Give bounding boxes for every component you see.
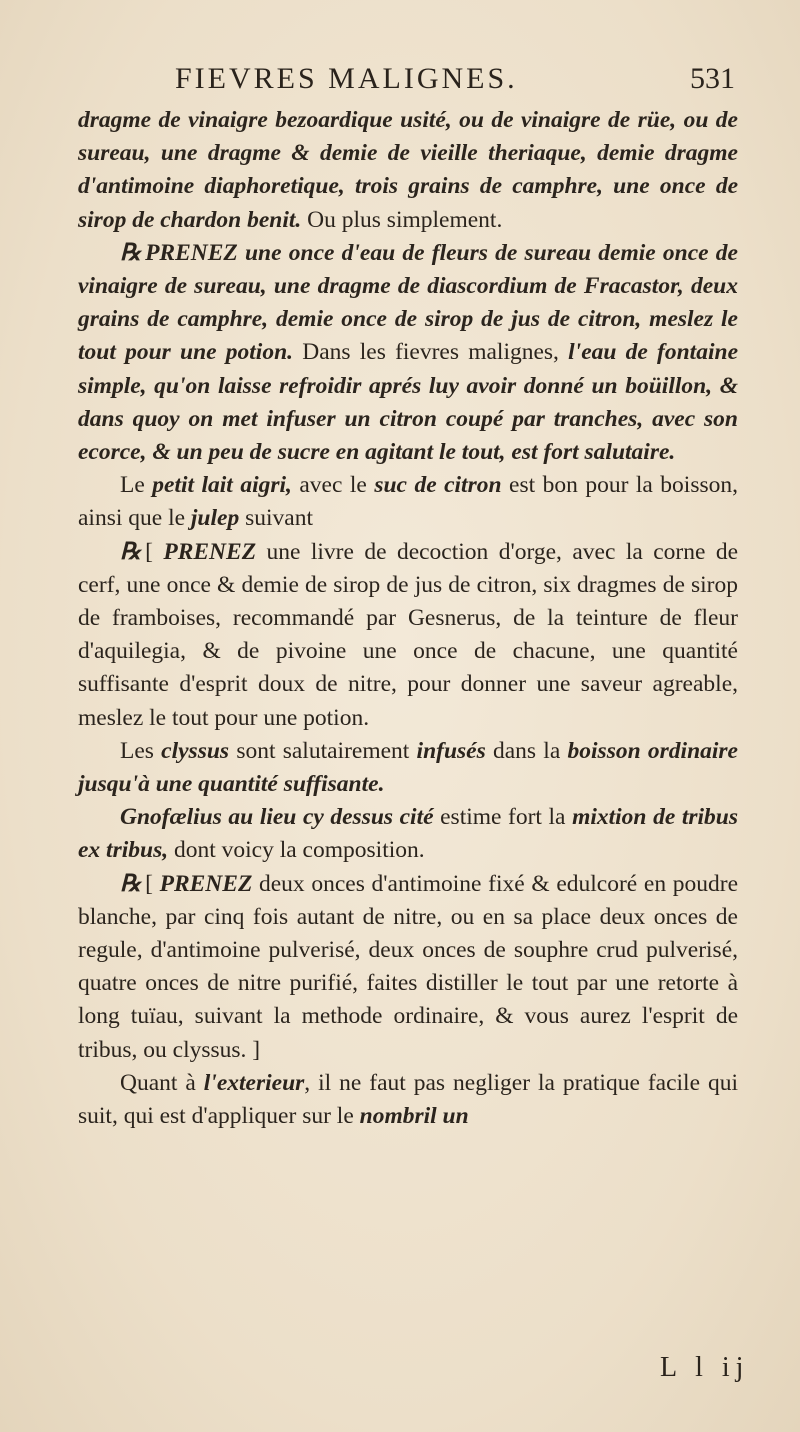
p8-italic-a: l'exterieur (203, 1069, 305, 1096)
p5-roman-b: sont salutairement (229, 737, 417, 764)
paragraph-8 (78, 1067, 738, 1133)
p2-italic-a: PRENEZ une once d'eau de fleurs de sureau demie once de vinaigre de sureau, une dragme de diascordium de Fracastor, deux grains de camphre, demie once de sirop de jus de citron, meslez le tout pour une potion. (78, 239, 738, 366)
paragraph-5 (78, 735, 738, 801)
p7-roman: deux onces d'antimoine fixé & edulcoré en poudre blanche, par cinq fois autant de nitre, ou en sa place deux onces de regule, d'antimoine pulverisé, deux onces de souphre crud pulverisé, quatre onces de nitre purifié, faites distiller le tout par une retorte à long tuïau, suivant la methode ordinaire, & vous aurez l'esprit de tribus, ou clyssus. ] (78, 870, 739, 1063)
recipe-symbol: ℞ (120, 538, 142, 565)
body-text (78, 104, 738, 1133)
p3-roman-b: avec le (291, 472, 375, 499)
p1-roman: Ou plus simplement. (301, 206, 503, 233)
p5-italic-c: boisson ordinaire jusqu'à une quantité suffisante. (78, 737, 738, 798)
p6-roman-a: estime fort la (433, 804, 573, 831)
p6-italic-a: Gnofælius au lieu cy dessus cité (120, 804, 434, 831)
p1-italic: dragme de vinaigre bezoardique usité, ou de vinaigre de rüe, ou de sureau, une dragme & demie de vieille theriaque, demie dragme d'antimoine diaphoretique, trois grains de camphre, une once de sirop de chardon benit. (78, 107, 738, 233)
p5-roman-a: Les (120, 737, 162, 764)
p7-prenez: PRENEZ (159, 870, 253, 897)
p7-bracket: [ (145, 870, 160, 897)
p3-roman-a: Le (120, 472, 153, 499)
p3-italic-a: petit lait aigri, (152, 472, 292, 499)
p2-roman: Dans les fievres malignes, (293, 339, 569, 366)
p5-roman-c: dans la (485, 737, 568, 764)
page-header (175, 62, 735, 102)
recipe-symbol: ℞ (120, 870, 142, 897)
recipe-symbol: ℞ (120, 239, 142, 266)
p2-italic-b: l'eau de fontaine simple, qu'on laisse refroidir aprés luy avoir donné un boüillon, & dans quoy on met infuser un citron coupé par tranches, avec son ecorce, & un peu de sucre en agitant le tout, est fort salutaire. (78, 339, 738, 466)
paragraph-6 (78, 801, 738, 867)
p3-italic-b: suc de citron (374, 472, 502, 499)
p3-roman-c: est bon pour la boisson, ainsi que le (78, 472, 739, 532)
paragraph-4 (78, 536, 738, 735)
p5-italic-b: infusés (416, 737, 486, 764)
paragraph-1 (78, 104, 738, 237)
signature-mark: L l ij (660, 1352, 750, 1383)
p8-roman-b: , il ne faut pas negliger la pratique facile qui suit, qui est d'appliquer sur le (78, 1069, 738, 1130)
paragraph-2 (78, 237, 738, 469)
p3-roman-d: suivant (239, 505, 313, 532)
p3-italic-c: julep (190, 505, 240, 532)
page-number: 531 (690, 62, 735, 95)
p4-prenez: PRENEZ (163, 538, 257, 565)
p6-roman-b: dont voicy la composition. (168, 837, 425, 864)
paragraph-3 (78, 469, 738, 535)
p8-roman-a: Quant à (120, 1069, 204, 1096)
p5-italic-a: clyssus (161, 737, 230, 764)
p4-roman: une livre de decoction d'orge, avec la corne de cerf, une once & demie de sirop de jus de citron, six dragmes de sirop de framboises, recommandé par Gesnerus, de la teinture de fleur d'aquilegia, & de pivoine une once de chacune, une quantité suffisante d'esprit doux de nitre, pour donner une saveur agreable, meslez le tout pour une potion. (78, 538, 738, 731)
paragraph-7 (78, 868, 738, 1067)
running-title: FIEVRES MALIGNES. (175, 62, 518, 95)
p6-italic-b: mixtion de tribus ex tribus, (78, 804, 738, 864)
p8-italic-b: nombril un (359, 1103, 469, 1130)
p4-bracket: [ (145, 538, 164, 565)
